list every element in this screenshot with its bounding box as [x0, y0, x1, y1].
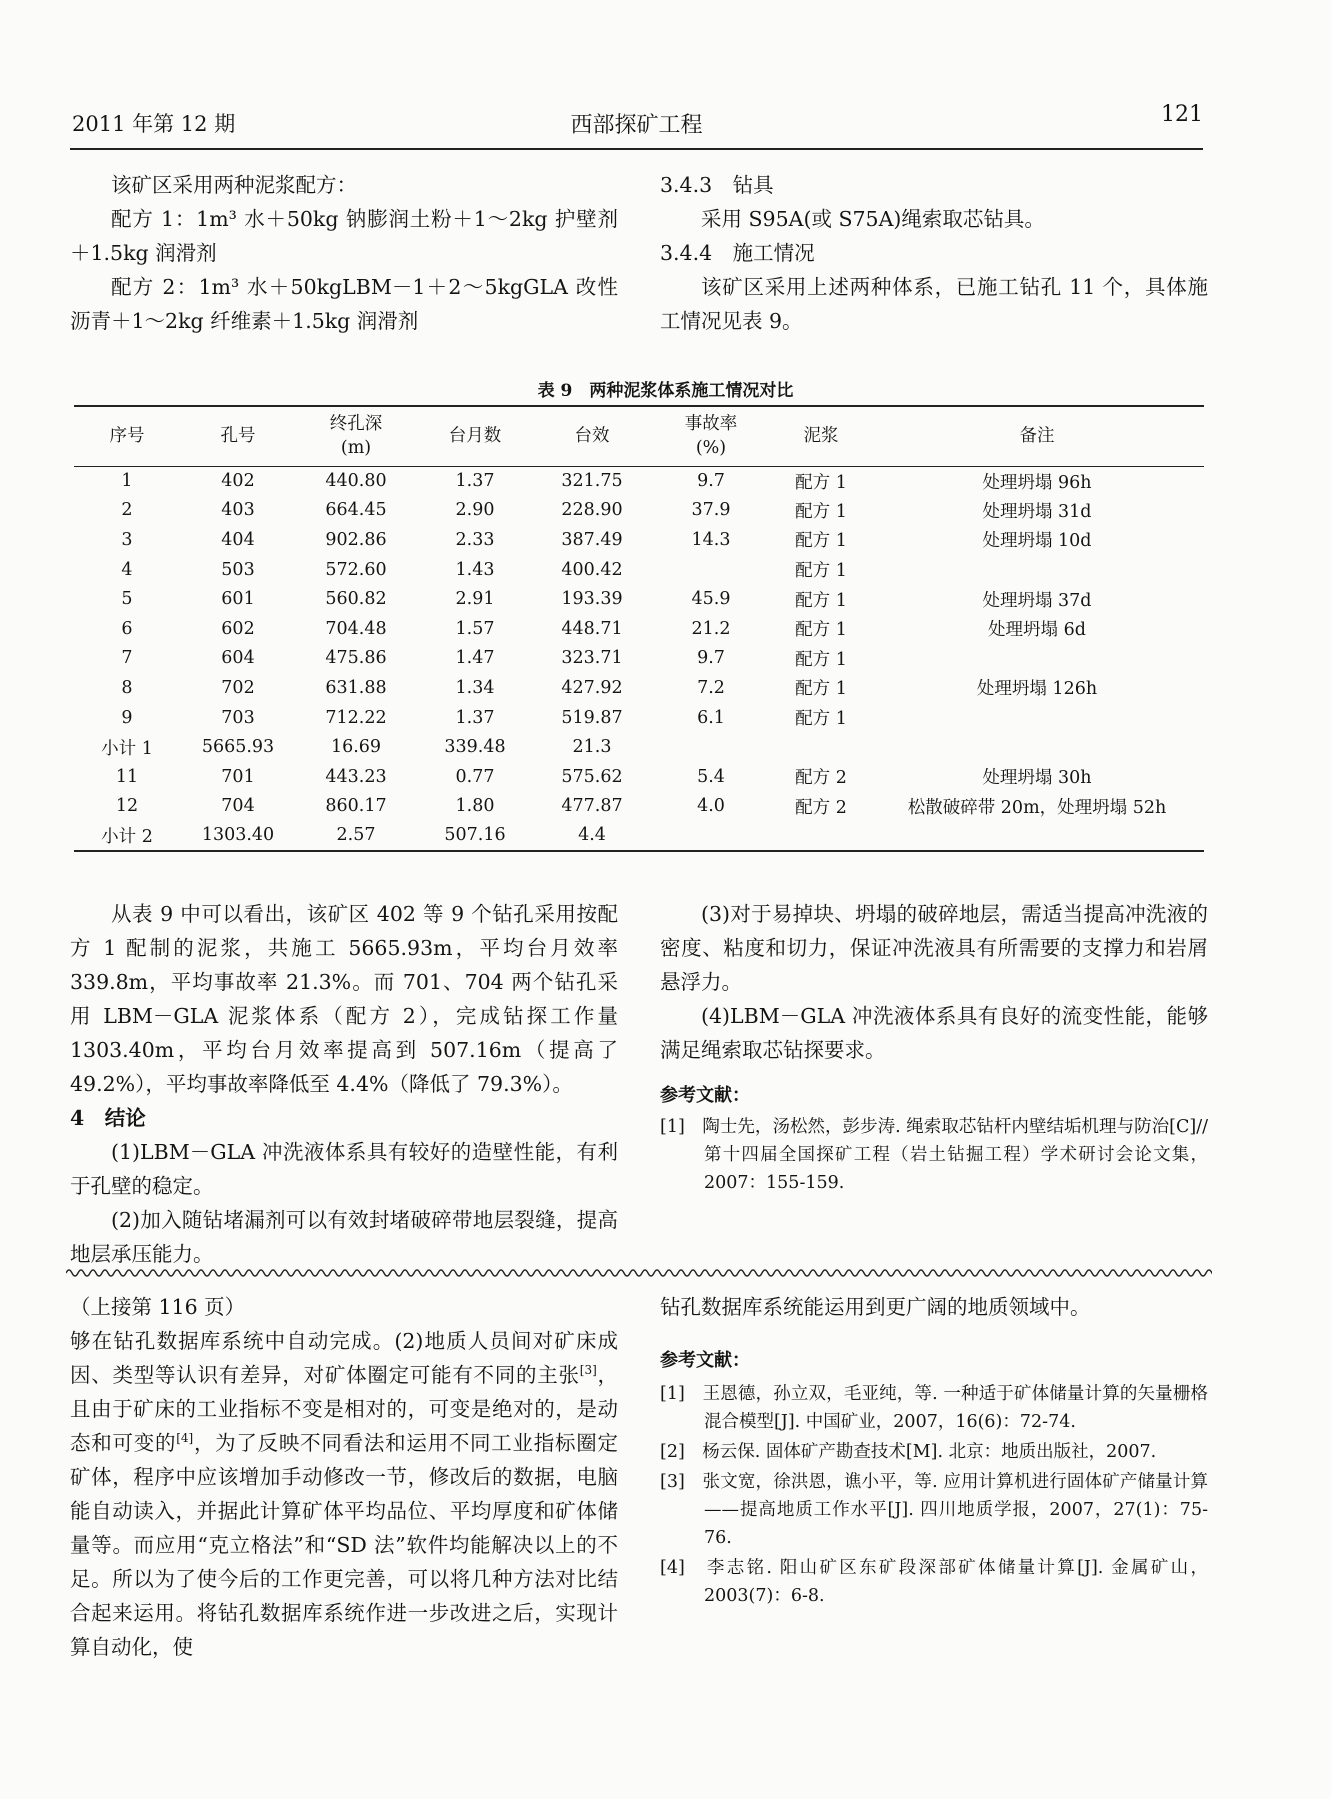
continuation-text-c: ，为了反映不同看法和运用不同工业指标圈定矿体，程序中应该增加手动修改一节，修改后的数据，电脑能自动读入，并据此计算矿体平均品位、平均厚度和矿体储量等。而应用“克立格法”和“SD 法”软件均能解决以上的不足。所以为了使今后的工作更完善，可以将几种方法对比结合起来运用。将钻孔数据库系统作进一步改进之后，实现计算自动化，使 — [70, 1431, 619, 1659]
table-cell: 6 — [121, 618, 133, 639]
table-cell: 配方 2 — [795, 797, 847, 818]
table-cell: 631.88 — [325, 677, 387, 698]
table-cell — [870, 555, 1204, 585]
issue-label: 2011 年第 12 期 — [72, 112, 236, 136]
table-cell: 配方 1 — [795, 649, 847, 670]
table-header-cell: 孔号 — [180, 406, 296, 466]
table-cell: 702 — [221, 677, 255, 698]
continuation-note: （上接第 116 页） — [70, 1295, 246, 1319]
formula-2: 配方 2：1m³ 水＋50kgLBM－1＋2～5kgGLA 改性沥青＋1～2kg 纤维素＋1.5kg 润滑剂 — [70, 275, 618, 333]
table-row — [74, 673, 1204, 703]
reference-item: [3] 张文宽，徐洪恩，谯小平，等. 应用计算机进行固体矿产储量计算——提高地质工作水平[J]. 四川地质学报，2007，27(1)：75-76. — [660, 1472, 1208, 1548]
table-cell: 9.7 — [697, 648, 725, 669]
table-cell: 配方 1 — [795, 620, 847, 641]
table-header-row — [74, 406, 1204, 466]
table-cell: 400.42 — [561, 559, 623, 580]
citation-4: [4] — [176, 1431, 194, 1446]
table-cell: 602 — [221, 618, 255, 639]
table-header-cell: 泥浆 — [772, 406, 870, 466]
formula-intro: 该矿区采用两种泥浆配方： — [111, 173, 357, 197]
table-cell: 37.9 — [691, 500, 731, 521]
table-cell: 11 — [115, 766, 139, 787]
table-cell: 配方 1 — [795, 561, 847, 582]
table-row — [74, 584, 1204, 614]
journal-title: 西部探矿工程 — [570, 113, 703, 138]
table-cell: 配方 1 — [795, 472, 847, 493]
table-cell: 5665.93 — [201, 737, 275, 758]
table-caption: 表 9 两种泥浆体系施工情况对比 — [537, 381, 794, 401]
page-number: 121 — [1161, 102, 1203, 127]
conclusion-continued — [660, 897, 1208, 1199]
table-cell: 519.87 — [561, 707, 623, 728]
table-cell: 1.37 — [455, 707, 495, 728]
mud-formula-section — [70, 168, 618, 338]
analysis-section — [70, 897, 618, 1271]
conclusion-2: (2)加入随钻堵漏剂可以有效封堵破碎带地层裂缝，提高地层承压能力。 — [70, 1208, 618, 1266]
section-3-4-3-text: 采用 S95A(或 S75A)绳索取芯钻具。 — [701, 207, 1045, 231]
table-cell: 4.4 — [534, 821, 650, 851]
table-cell: 处理坍塌 6d — [988, 620, 1086, 641]
section-3-4-4-heading: 3.4.4 施工情况 — [660, 241, 815, 265]
conclusion-3: (3)对于易掉块、坍塌的破碎地层，需适当提高冲洗液的密度、粘度和切力，保证冲洗液具有所需要的支撑力和岩屑悬浮力。 — [660, 902, 1208, 994]
table-row — [74, 762, 1204, 792]
table-cell: 6.1 — [697, 707, 725, 728]
continuation-text-b: ，且由于矿床的工业指标不变是相对的，可变是绝对的，是动态和可变的 — [70, 1363, 619, 1455]
table-cell — [870, 821, 1204, 851]
table-cell: 403 — [221, 500, 255, 521]
table-cell: 475.86 — [325, 648, 387, 669]
table-cell: 9.7 — [697, 471, 725, 492]
table-cell: 配方 1 — [795, 679, 847, 700]
table-header-cell: 台月数 — [416, 406, 534, 466]
table-cell: 配方 1 — [795, 531, 847, 552]
table-row — [74, 496, 1204, 526]
table-cell: 1.37 — [455, 471, 495, 492]
table-cell: 575.62 — [561, 766, 623, 787]
table-cell: 处理坍塌 96h — [982, 472, 1092, 493]
table-cell: 1 — [121, 471, 133, 492]
table-cell: 16.69 — [330, 737, 382, 758]
table-cell: 321.75 — [561, 471, 623, 492]
table-cell: 703 — [221, 707, 255, 728]
table-cell: 2.91 — [455, 589, 495, 610]
table-cell: 2.90 — [455, 500, 495, 521]
table-cell: 配方 1 — [795, 590, 847, 611]
table-cell: 7 — [121, 648, 133, 669]
table-cell: 402 — [221, 471, 255, 492]
reference-item: [1] 陶士先，汤松然，彭步涛. 绳索取芯钻杆内壁结垢机理与防治[C]//第十四届全国探矿工程（岩土钻掘工程）学术研讨会论文集，2007：155-159. — [660, 1117, 1208, 1193]
continuation-paragraph — [70, 1324, 618, 1664]
table-cell: 处理坍塌 10d — [982, 531, 1092, 552]
section-3-4-3-heading: 3.4.3 钻具 — [660, 173, 774, 197]
table-cell: 387.49 — [561, 529, 623, 550]
table-cell: 1.43 — [455, 559, 495, 580]
table-cell: 小计 2 — [74, 821, 180, 851]
table-cell — [870, 732, 1204, 762]
table-cell: 12 — [115, 796, 139, 817]
continuation-text-a: 够在钻孔数据库系统中自动完成。(2)地质人员间对矿床成因、类型等认识有差异，对矿体圈定可能有不同的主张 — [70, 1329, 618, 1387]
table-cell: 228.90 — [561, 500, 623, 521]
table-cell — [870, 703, 1204, 733]
table-cell: 443.23 — [325, 766, 387, 787]
continuation-end: 钻孔数据库系统能运用到更广阔的地质领域中。 — [660, 1295, 1091, 1319]
citation-3: [3] — [579, 1363, 597, 1378]
table-cell: 1.57 — [455, 618, 495, 639]
references-heading: 参考文献： — [660, 1085, 750, 1106]
table-header-cell: 台效 — [534, 406, 650, 466]
table-cell: 701 — [221, 766, 255, 787]
analysis-paragraph: 从表 9 中可以看出，该矿区 402 等 9 个钻孔采用按配方 1 配制的泥浆，共施工 5665.93m，平均台月效率 339.8m，平均事故率 21.3%。而 701、704 两个钻孔采用 LBM－GLA 泥浆体系（配方 2），完成钻探工作量 1303.40m，平均台月效率提高到 507.16m（提高了 49.2%），平均事故率降低至 4.4%（降低了 79.3%）。 — [70, 902, 618, 1096]
table-cell: 4.0 — [697, 796, 725, 817]
table-cell: 404 — [221, 529, 255, 550]
table-row — [74, 466, 1204, 496]
section-3-4-4-text: 该矿区采用上述两种体系，已施工钻孔 11 个，具体施工情况见表 9。 — [660, 275, 1208, 333]
table-cell: 配方 1 — [795, 501, 847, 522]
table-cell: 21.2 — [691, 618, 731, 639]
references-heading-2: 参考文献： — [660, 1350, 750, 1371]
table-row — [74, 525, 1204, 555]
wavy-separator — [66, 1267, 1212, 1279]
table-cell: 902.86 — [325, 529, 387, 550]
table-header-cell: 终孔深 (m) — [296, 406, 416, 466]
table-cell — [650, 555, 772, 585]
continued-article-right — [660, 1290, 1208, 1612]
continued-article-left — [70, 1290, 618, 1664]
table-cell: 0.77 — [455, 766, 495, 787]
table-cell — [870, 644, 1204, 674]
reference-item: [2] 杨云保. 固体矿产勘查技术[M]. 北京：地质出版社，2007. — [660, 1442, 1157, 1462]
table-row — [74, 821, 1204, 851]
formula-1: 配方 1：1m³ 水＋50kg 钠膨润土粉＋1～2kg 护壁剂＋1.5kg 润滑剂 — [70, 207, 618, 265]
table-cell: 323.71 — [561, 648, 623, 669]
table-cell: 松散破碎带 20m，处理坍塌 52h — [907, 797, 1167, 818]
table-cell: 712.22 — [325, 707, 387, 728]
table-row — [74, 732, 1204, 762]
table-header-cell: 事故率 (%) — [650, 406, 772, 466]
table-cell: 664.45 — [325, 500, 387, 521]
table-row — [74, 644, 1204, 674]
table-cell: 1.47 — [455, 648, 495, 669]
conclusion-heading: 4 结论 — [70, 1106, 146, 1130]
table-cell: 配方 2 — [795, 768, 847, 789]
table-header-cell: 备注 — [870, 406, 1204, 466]
table-cell: 1.80 — [455, 796, 495, 817]
table-cell: 601 — [221, 589, 255, 610]
table-cell — [650, 821, 772, 851]
table-cell: 小计 1 — [101, 738, 153, 759]
table-cell: 507.16 — [416, 821, 534, 851]
table-cell: 7.2 — [697, 677, 725, 698]
table-cell: 14.3 — [691, 529, 731, 550]
reference-item: [4] 李志铭. 阳山矿区东矿段深部矿体储量计算[J]. 金属矿山，2003(7)：6-8. — [660, 1558, 1208, 1606]
table-cell: 1303.40 — [180, 821, 296, 851]
table-cell: 处理坍塌 126h — [976, 679, 1098, 700]
conclusion-1: (1)LBM－GLA 冲洗液体系具有较好的造壁性能，有利于孔壁的稳定。 — [70, 1140, 618, 1198]
table-cell: 440.80 — [325, 471, 387, 492]
table-cell: 477.87 — [561, 796, 623, 817]
table-cell: 860.17 — [325, 796, 387, 817]
table-row — [74, 792, 1204, 822]
table-cell: 3 — [121, 529, 133, 550]
table-cell: 45.9 — [691, 589, 731, 610]
table-cell: 2.57 — [296, 821, 416, 851]
table-cell: 处理坍塌 31d — [982, 501, 1092, 522]
table-header-cell: 序号 — [74, 406, 180, 466]
conclusion-4: (4)LBM－GLA 冲洗液体系具有良好的流变性能，能够满足绳索取芯钻探要求。 — [660, 1004, 1208, 1062]
table-cell: 503 — [221, 559, 255, 580]
table-cell: 704 — [221, 796, 255, 817]
table-cell: 9 — [121, 707, 133, 728]
table-row — [74, 703, 1204, 733]
table-cell: 604 — [221, 648, 255, 669]
table-cell — [772, 732, 870, 762]
table-row — [74, 614, 1204, 644]
table-cell: 572.60 — [325, 559, 387, 580]
table-cell: 339.48 — [444, 737, 506, 758]
table-cell: 2.33 — [455, 529, 495, 550]
table-cell: 5 — [121, 589, 133, 610]
table-cell: 8 — [121, 677, 133, 698]
table-cell — [650, 732, 772, 762]
construction-comparison-table — [74, 405, 1204, 852]
table-cell: 448.71 — [561, 618, 623, 639]
table-cell: 560.82 — [325, 589, 387, 610]
table-body — [74, 466, 1204, 851]
table-cell: 193.39 — [561, 589, 623, 610]
table-cell: 2 — [121, 500, 133, 521]
table-cell: 5.4 — [697, 766, 725, 787]
table-cell: 704.48 — [325, 618, 387, 639]
table-cell: 处理坍塌 37d — [982, 590, 1092, 611]
table-cell: 427.92 — [561, 677, 623, 698]
table-cell — [772, 821, 870, 851]
table-cell: 配方 1 — [795, 709, 847, 730]
table-cell: 21.3 — [572, 737, 612, 758]
reference-item: [1] 王恩德，孙立双，毛亚纯，等. 一种适于矿体储量计算的矢量栅格混合模型[J]. 中国矿业，2007，16(6)：72-74. — [660, 1384, 1208, 1432]
table-cell: 4 — [121, 559, 133, 580]
drilling-tools-section — [660, 168, 1208, 338]
page-header — [70, 100, 1203, 150]
table-row — [74, 555, 1204, 585]
table-cell: 处理坍塌 30h — [982, 768, 1092, 789]
table-cell: 1.34 — [455, 677, 495, 698]
